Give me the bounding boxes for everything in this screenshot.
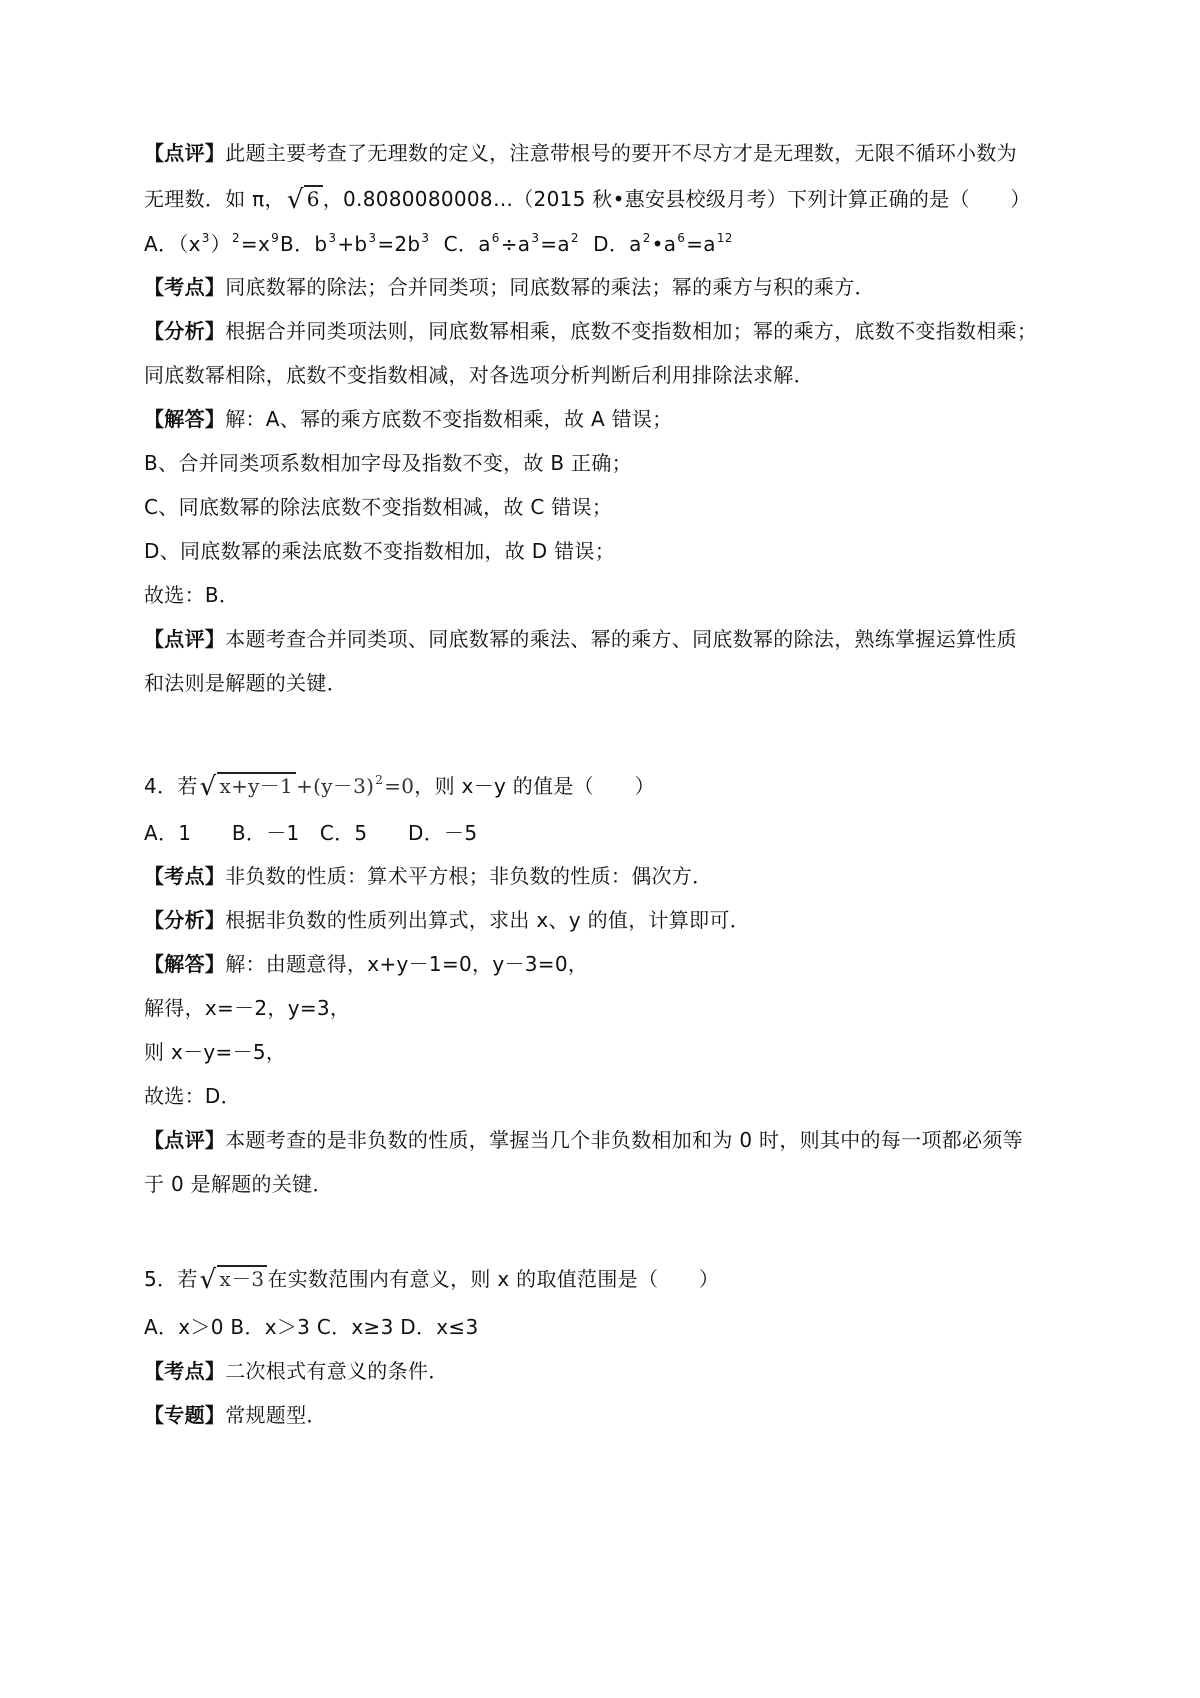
paragraph-text: 无理数．如 π，: [144, 187, 285, 211]
paragraph-text: 同底数幂相除，底数不变指数相减，对各选项分析判断后利用排除法求解．: [144, 363, 814, 387]
superscript: 6: [677, 231, 686, 245]
question-5: [144, 1263, 1074, 1294]
option-text: •a: [651, 232, 677, 256]
superscript: 3: [201, 231, 210, 245]
question-4: [144, 770, 1074, 804]
comment-paragraph-q4-cont: [144, 1169, 1074, 1199]
section-label: 【分析】: [144, 319, 226, 343]
superscript: 9: [271, 231, 280, 245]
superscript: 3: [531, 231, 540, 245]
expression: +(y－3): [296, 774, 375, 798]
paragraph-text: 故选：D．: [144, 1084, 241, 1108]
option-text: =2b: [377, 232, 421, 256]
section-label: 【考点】: [144, 1359, 226, 1383]
section-label: 【考点】: [144, 864, 226, 888]
jieda-paragraph: [144, 404, 1074, 434]
paragraph-text: C、同底数幂的除法底数不变指数相减，故 C 错误；: [144, 495, 613, 519]
jieda-line-b: [144, 448, 1074, 478]
paragraph-text: 此题主要考查了无理数的定义，注意带根号的要开不尽方才是无理数，无限不循环小数为: [225, 141, 1017, 165]
paragraph-text: 同底数幂的除法；合并同类项；同底数幂的乘法；幂的乘方与积的乘方．: [225, 275, 875, 299]
option-text: =x: [240, 232, 271, 256]
paragraph-text: 根据合并同类项法则，同底数幂相乘，底数不变指数相加；幂的乘方，底数不变指数相乘；: [225, 319, 1038, 343]
superscript: 6: [491, 231, 500, 245]
option-text: +b: [337, 232, 368, 256]
comment-paragraph-q4: [144, 1125, 1074, 1155]
radical-sign: √: [199, 1265, 217, 1295]
jieda-paragraph-q4: [144, 949, 1074, 979]
fenxi-paragraph-q4: [144, 905, 1074, 935]
radicand: x+y－1: [217, 772, 297, 798]
option-text: A．1 B．－1 C．5 D．－5: [144, 821, 478, 845]
expression: =0: [384, 774, 415, 798]
paragraph-text: D、同底数幂的乘法底数不变指数相加，故 D 错误；: [144, 539, 616, 563]
superscript: 2: [231, 231, 240, 245]
question-3-options: [144, 229, 1074, 262]
comment-paragraph-1-cont: [144, 183, 1074, 214]
option-text: ）: [210, 232, 231, 256]
superscript: 3: [421, 231, 430, 245]
solution-line: [144, 1037, 1074, 1067]
paragraph-text: 本题考查合并同类项、同底数幂的乘法、幂的乘方、同底数幂的除法，熟练掌握运算性质: [225, 627, 1017, 651]
question-number: 4．若: [144, 774, 198, 798]
question-text: ，则 x－y 的值是（ ）: [414, 774, 655, 798]
comment-paragraph-1: [144, 138, 1074, 168]
paragraph-text: 本题考查的是非负数的性质，掌握当几个非负数相加和为 0 时，则其中的每一项都必须等: [225, 1128, 1023, 1152]
paragraph-text: 故选：B．: [144, 583, 240, 607]
superscript: 12: [716, 231, 733, 245]
superscript: 2: [642, 231, 651, 245]
radical-sign: √: [199, 772, 217, 802]
option-text: =a: [686, 232, 716, 256]
option-text: B．b: [280, 232, 328, 256]
paragraph-text: 于 0 是解题的关键．: [144, 1172, 333, 1196]
section-label: 【点评】: [144, 141, 226, 165]
paragraph-text: 根据非负数的性质列出算式，求出 x、y 的值，计算即可．: [225, 908, 750, 932]
question-number: 5．若: [144, 1267, 198, 1291]
paragraph-text: 解得，x=－2，y=3，: [144, 996, 351, 1020]
kaodian-paragraph-q4: [144, 861, 1074, 891]
radicand: x－3: [217, 1265, 268, 1291]
section-label: 【解答】: [144, 952, 226, 976]
superscript: 2: [375, 773, 384, 787]
option-text: ÷a: [500, 232, 531, 256]
option-text: A．x＞0 B．x＞3 C．x≥3 D．x≤3: [144, 1315, 479, 1339]
section-label: 【解答】: [144, 407, 226, 431]
option-text: D．a: [579, 232, 642, 256]
paragraph-text: 非负数的性质：算术平方根；非负数的性质：偶次方．: [225, 864, 713, 888]
solution-line: [144, 993, 1074, 1023]
comment-paragraph-2: [144, 624, 1074, 654]
radicand: 6: [304, 185, 323, 211]
zhuanti-paragraph-q5: [144, 1400, 1074, 1430]
question-5-options: [144, 1312, 1074, 1342]
section-label: 【考点】: [144, 275, 226, 299]
paragraph-text: 常规题型．: [225, 1403, 327, 1427]
kaodian-paragraph: [144, 272, 1074, 302]
option-text: C．a: [430, 232, 491, 256]
question-4-options: [144, 818, 1074, 848]
fenxi-paragraph-cont: [144, 360, 1074, 390]
answer-line: [144, 580, 1074, 610]
paragraph-text: 和法则是解题的关键．: [144, 671, 347, 695]
option-text: A．（x: [144, 232, 201, 256]
paragraph-text: 解：A、幂的乘方底数不变指数相乘，故 A 错误；: [225, 407, 673, 431]
kaodian-paragraph-q5: [144, 1356, 1074, 1386]
section-label: 【点评】: [144, 627, 226, 651]
question-text: 在实数范围内有意义，则 x 的取值范围是（ ）: [267, 1267, 720, 1291]
paragraph-text: ，0.8080080008…（2015 秋•惠安县校级月考）下列计算正确的是（ ）: [322, 187, 1031, 211]
section-label: 【分析】: [144, 908, 226, 932]
superscript: 3: [328, 231, 337, 245]
radical-sign: √: [286, 185, 304, 215]
fenxi-paragraph: [144, 316, 1074, 346]
section-label: 【点评】: [144, 1128, 226, 1152]
section-label: 【专题】: [144, 1403, 226, 1427]
answer-line: [144, 1081, 1074, 1111]
jieda-line-c: [144, 492, 1074, 522]
jieda-line-d: [144, 536, 1074, 566]
superscript: 2: [570, 231, 579, 245]
paragraph-text: 二次根式有意义的条件．: [225, 1359, 449, 1383]
paragraph-text: 则 x－y=－5，: [144, 1040, 287, 1064]
option-text: =a: [540, 232, 570, 256]
superscript: 3: [368, 231, 377, 245]
comment-paragraph-2-cont: [144, 668, 1074, 698]
paragraph-text: B、合并同类项系数相加字母及指数不变，故 B 正确；: [144, 451, 632, 475]
paragraph-text: 解：由题意得，x+y－1=0，y－3=0，: [225, 952, 589, 976]
